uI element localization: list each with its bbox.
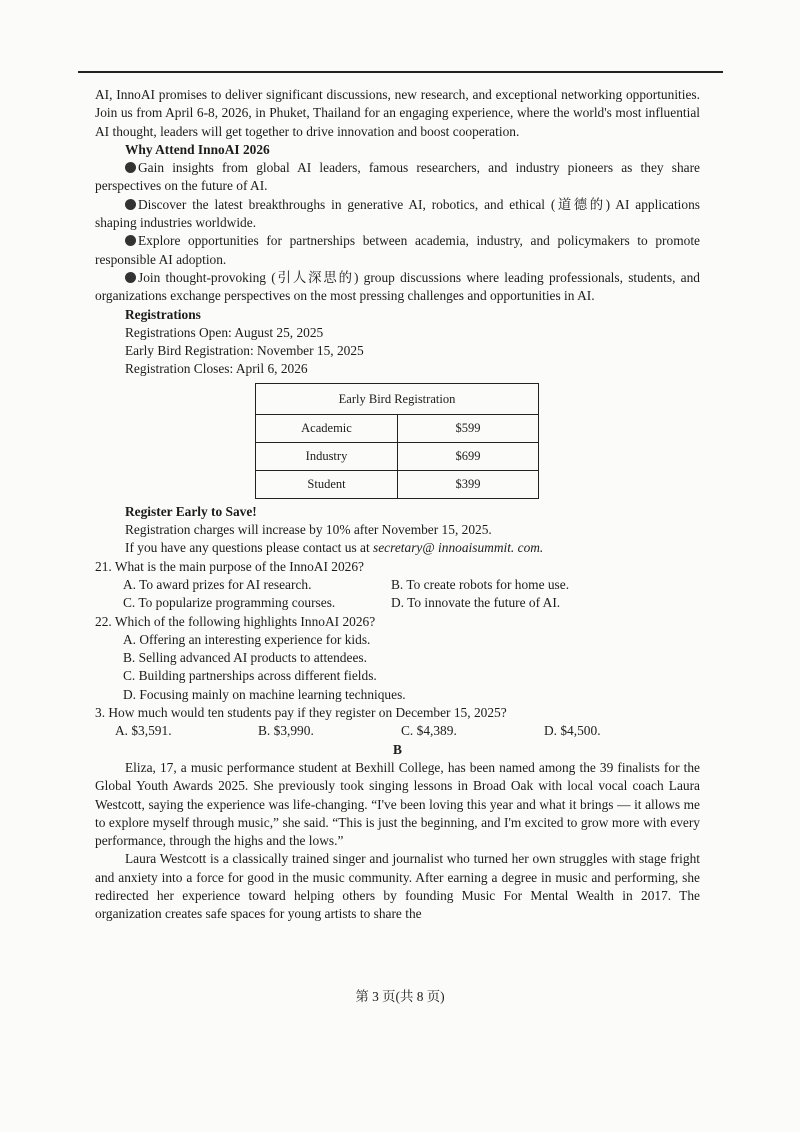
table-cell-category: Academic	[256, 414, 398, 442]
option: B. $3,990.	[258, 723, 314, 739]
top-rule	[78, 71, 723, 73]
question-stem: 21. What is the main purpose of the InnoAI 2026?	[95, 558, 364, 574]
table-header-row	[256, 383, 539, 414]
table-cell-category: Student	[256, 470, 398, 498]
bullet-icon	[125, 235, 136, 246]
bullet-item: Join thought-provoking (引人深思的) group discussions where leading professionals, students, and organizations exchange perspectives on the most pressing challenges and opportunities in AI.	[95, 269, 700, 304]
page-footer: 第 3 页(共 8 页)	[355, 989, 445, 1004]
option: A. $3,591.	[115, 723, 172, 739]
contact-line: If you have any questions please contact us at secretary@ innoaisummit. com.	[125, 540, 544, 556]
contact-email: secretary@ innoaisummit. com.	[373, 540, 544, 556]
passage-b-paragraph: Laura Westcott is a classically trained singer and journalist who turned her own struggles with stage fright and anxiety into a force for good in the music community. After earning a degree in music and performing, she redirected her experience toward helping others by founding Music For Mental Wealth in 2017. The organization creates safe spaces for young artists to share the	[95, 851, 700, 922]
early-bird-table	[255, 383, 539, 499]
registration-date: Registration Closes: April 6, 2026	[125, 361, 308, 377]
table-cell-price: $399	[398, 470, 539, 498]
option-row	[123, 576, 700, 594]
option: C. $4,389.	[401, 723, 457, 739]
bullet-item: Discover the latest breakthroughs in generative AI, robotics, and ethical (道德的) AI applications shaping industries worldwide.	[95, 196, 700, 231]
passage-a-intro: AI, InnoAI promises to deliver significant discussions, new research, and exceptional networking opportunities. Join us from April 6-8, 2026, in Phuket, Thailand for an engaging experience, where the world's most influential AI thought, leaders will get together to drive innovation and boost cooperation.	[95, 87, 700, 139]
option: D. To innovate the future of AI.	[391, 595, 561, 611]
registration-date: Registrations Open: August 25, 2025	[125, 324, 324, 340]
section-label: B	[393, 741, 402, 757]
option: D. Focusing mainly on machine learning techniques.	[123, 686, 406, 702]
option: C. To popularize programming courses.	[123, 595, 336, 611]
option-row	[115, 722, 700, 740]
why-attend-heading: Why Attend InnoAI 2026	[125, 141, 270, 157]
option: C. Building partnerships across different fields.	[123, 668, 377, 684]
option: D. $4,500.	[544, 723, 601, 739]
option-row	[123, 594, 700, 612]
table-row	[256, 414, 539, 442]
bullet-icon	[125, 162, 136, 173]
table-row	[256, 470, 539, 498]
bullet-item: Gain insights from global AI leaders, famous researchers, and industry pioneers as they share perspectives on the future of AI.	[95, 160, 700, 194]
option: B. To create robots for home use.	[391, 576, 570, 592]
bullet-icon	[125, 199, 136, 210]
option: A. To award prizes for AI research.	[123, 576, 312, 592]
registration-date: Early Bird Registration: November 15, 2025	[125, 343, 364, 359]
registrations-heading: Registrations	[125, 306, 201, 322]
charge-note: Registration charges will increase by 10% after November 15, 2025.	[125, 522, 492, 538]
table-row	[256, 442, 539, 470]
bullet-icon	[125, 272, 136, 283]
table-cell-category: Industry	[256, 442, 398, 470]
question-stem: 22. Which of the following highlights InnoAI 2026?	[95, 613, 376, 629]
option: A. Offering an interesting experience for kids.	[123, 631, 371, 647]
option: B. Selling advanced AI products to attendees.	[123, 650, 367, 666]
question-stem: 3. How much would ten students pay if they register on December 15, 2025?	[95, 705, 507, 721]
page-content	[95, 86, 700, 924]
table-cell-price: $599	[398, 414, 539, 442]
bullet-item: Explore opportunities for partnerships between academia, industry, and policymakers to promote responsible AI adoption.	[95, 233, 700, 267]
table-cell-price: $699	[398, 442, 539, 470]
table-title: Early Bird Registration	[256, 383, 539, 414]
passage-b-paragraph: Eliza, 17, a music performance student at Bexhill College, has been named among the 39 finalists for the Global Youth Awards 2025. She previously took singing lessons in Broad Oak with local vocal coach Laura Westcott, saying the experience was life-changing. “I've been loving this year and what it brings — it allows me to explore myself through music,” she said. “This is just the beginning, and I'm excited to grow more with every performance, through the highs and the lows.”	[95, 759, 700, 849]
register-early-heading: Register Early to Save!	[125, 503, 257, 519]
